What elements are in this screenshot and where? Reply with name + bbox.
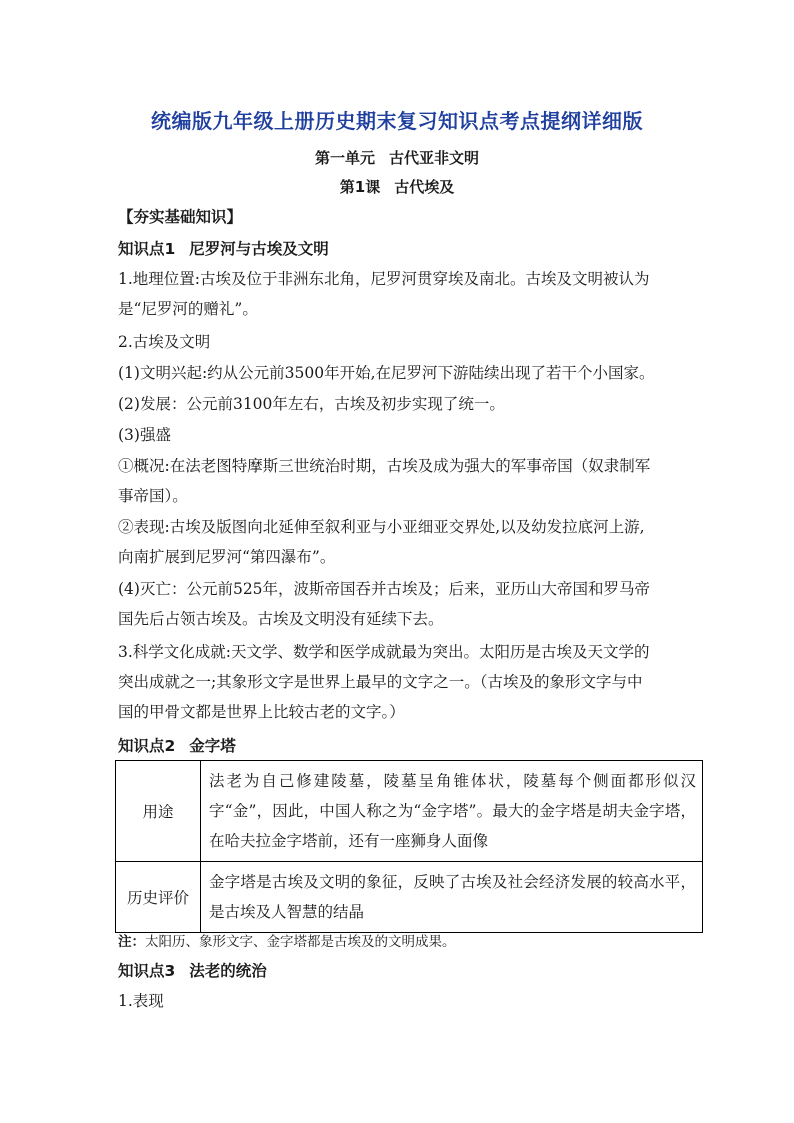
table-row-head: 历史评价 [116,862,201,933]
note-text: 太阳历、象形文字、金字塔都是古埃及的文明成果。 [145,934,456,950]
kp1-line: (3)强盛 [118,426,171,444]
kp1-line: 2.古埃及文明 [118,333,211,351]
kp1-line: (2)发展：公元前3100年左右，古埃及初步实现了统一。 [118,395,505,413]
table-row [116,862,703,933]
kp2-note [118,930,456,950]
kp3-line: 1.表现 [118,992,164,1010]
kp2-label: 知识点2 [118,737,176,755]
kp1-heading [118,238,698,260]
table-row [116,761,703,862]
kp1-line: 3.科学文化成就:天文学、数学和医学成就最为突出。太阳历是古埃及天文学的 [118,643,650,661]
kp2-heading [118,735,698,757]
kp1-line: 向南扩展到尼罗河“第四瀑布”。 [118,548,336,566]
kp1-line: 1.地理位置:古埃及位于非洲东北角，尼罗河贯穿埃及南北。古埃及文明被认为 [118,270,650,288]
note-label: 注： [118,934,145,950]
kp1-line: 是“尼罗河的赠礼”。 [118,300,258,318]
table-row-body: 法老为自己修建陵墓，陵墓呈角锥体状，陵墓每个侧面都形似汉字“金”，因此，中国人称之为“金字塔”。最大的金字塔是胡夫金字塔，在哈夫拉金字塔前，还有一座狮身人面像 [201,761,703,862]
pyramid-table [115,760,703,933]
lesson-label: 第1课 [339,178,381,196]
unit-heading [0,147,794,168]
table-row-head: 用途 [116,761,201,862]
kp1-line: ②表现:古埃及版图向北延伸至叙利亚与小亚细亚交界处,以及幼发拉底河上游, [118,518,645,536]
kp1-line: 突出成就之一;其象形文字是世界上最早的文字之一。（古埃及的象形文字与中 [118,673,643,691]
kp1-label: 知识点1 [118,240,176,258]
kp2-name: 金字塔 [189,737,236,755]
kp1-name: 尼罗河与古埃及文明 [189,240,329,258]
kp1-line: ①概况:在法老图特摩斯三世统治时期，古埃及成为强大的军事帝国（奴隶制军 [118,457,651,475]
kp1-line: (4)灭亡：公元前525年，波斯帝国吞并古埃及；后来，亚历山大帝国和罗马帝 [118,580,651,598]
kp1-line: 国先后占领古埃及。古埃及文明没有延续下去。 [118,610,444,628]
document-title: 统编版九年级上册历史期末复习知识点考点提纲详细版 [151,109,643,133]
unit-label: 第一单元 [314,149,375,167]
lesson-name: 古代埃及 [394,178,455,196]
kp3-heading [118,960,698,982]
kp1-line: (1)文明兴起:约从公元前3500年开始,在尼罗河下游陆续出现了若干个小国家。 [118,364,655,382]
table-row-body: 金字塔是古埃及文明的象征，反映了古埃及社会经济发展的较高水平，是古埃及人智慧的结晶 [201,862,703,933]
kp1-line: 事帝国）。 [118,487,188,505]
section-heading: 【夯实基础知识】 [118,208,243,226]
lesson-heading [0,176,794,197]
kp3-label: 知识点3 [118,962,176,980]
kp3-name: 法老的统治 [189,962,267,980]
unit-name: 古代亚非文明 [389,149,480,167]
kp1-line: 国的甲骨文都是世界上比较古老的文字。） [118,703,405,721]
